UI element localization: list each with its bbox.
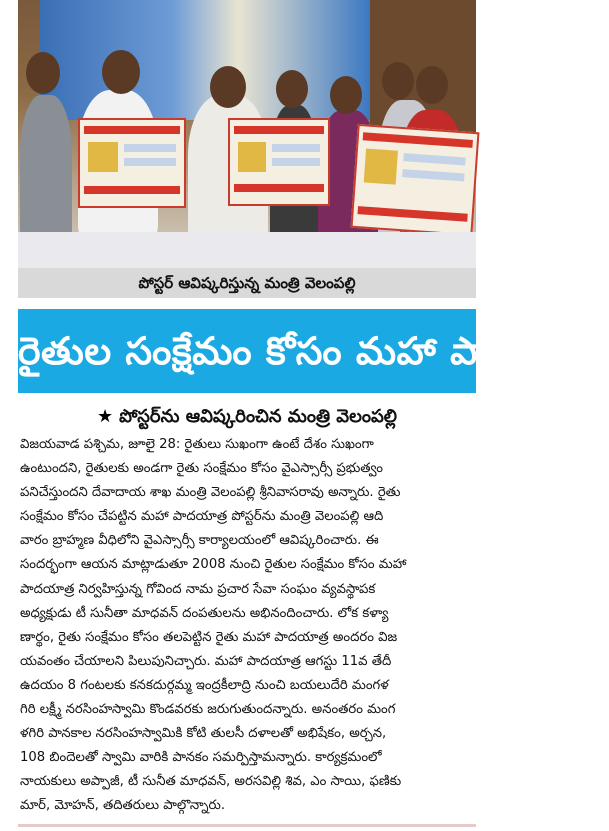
article-line: సందర్భంగా ఆయన మాట్లాడుతూ 2008 నుంచి రైతుల సంక్షేమం కోసం మహా [20,557,407,573]
article-line: పాదయాత్ర నిర్వహిస్తున్న గోవింద నామ ప్రచార సేవా సంఘం వ్యవస్థాపక [20,581,376,597]
article-line: ఉంటుందని, రైతులకు అండగా రైతు సంక్షేమం కోసం వైఎస్సార్సీ ప్రభుత్వం [20,461,383,477]
article-line: ళగిరి పానకాల నరసింహస్వామికి కోటి తులసీ దళాలతో అభిషేకం, అర్చన, [20,726,387,742]
person-head [276,70,308,108]
person-head [210,66,246,108]
article-line: నాయకులు అప్పాజీ, టీ సునీత మాధవన్, అరసవిల్లి శివ, ఎం సాయి, ఫణికు [20,774,402,790]
person-figure [20,95,72,245]
news-photo [18,0,476,268]
person-head [382,62,414,100]
person-head [26,52,60,94]
article-line: అధ్యక్షుడు టీ సునీతా మాధవన్ దంపతులను అభినందించారు. లోక కళ్యా [20,605,389,621]
article-line: ఉదయం 8 గంటలకు కనకదుర్గమ్మ ఇంద్రకీలాద్రి నుంచి బయలుదేరి మంగళ [20,677,389,693]
subheadline [18,403,476,431]
person-head [330,76,362,114]
article-body [20,433,476,819]
bottom-rule [18,824,476,827]
article-line: పనిచేస్తుందని దేవాదాయ శాఖ మంత్రి వెలంపల్లి శ్రీనివాసరావు అన్నారు. రైతు [20,485,401,501]
poster [351,124,480,236]
article-line: వారం బ్రాహ్మణ వీధిలోని వైఎస్సార్సీ కార్యాలయంలో ఆవిష్కరించారు. ఈ [20,533,379,549]
article-line: ణార్థం, రైతు సంక్షేమం కోసం తలపెట్టిన రైతు మహా పాదయాత్ర అందరం విజ [20,629,398,645]
headline: రైతుల సంక్షేమం కోసం మహా పాదయాత్ర [18,309,476,393]
photo-caption: పోస్టర్ ఆవిష్కరిస్తున్న మంత్రి వెలంపల్లి [18,268,476,298]
poster [228,118,330,206]
star-icon: ★ [97,406,114,427]
person-head [102,50,140,94]
article-line: విజయవాడ పశ్చిమ, జూలై 28: రైతులు సుఖంగా ఉంటే దేశం సుఖంగా [20,437,374,452]
article-line: యవంతం చేయాలని పిలుపునిచ్చారు. మహా పాదయాత్ర ఆగస్టు 11వ తేదీ [20,653,392,669]
article-line: గిరి లక్ష్మీ నరసింహస్వామి కొండవరకు జరుగుతుందన్నారు. అనంతరం మంగ [20,702,396,718]
article-line: మార్, మోహన్, తదితరులు పాల్గొన్నారు. [20,798,226,814]
article-line: 108 బిందెలతో స్వామి వారికి పానకం సమర్పిస్తామన్నారు. కార్యక్రమంలో [20,750,382,766]
person-head [416,66,448,104]
subheadline-text: పోస్టర్‌ను ఆవిష్కరించిన మంత్రి వెలంపల్లి [119,406,397,427]
article-line: సంక్షేమం కోసం చేపట్టిన మహా పాదయాత్ర పోస్టర్‌ను మంత్రి వెలంపల్లి ఆది [20,509,384,525]
photo-table [18,232,476,268]
poster [78,118,186,208]
